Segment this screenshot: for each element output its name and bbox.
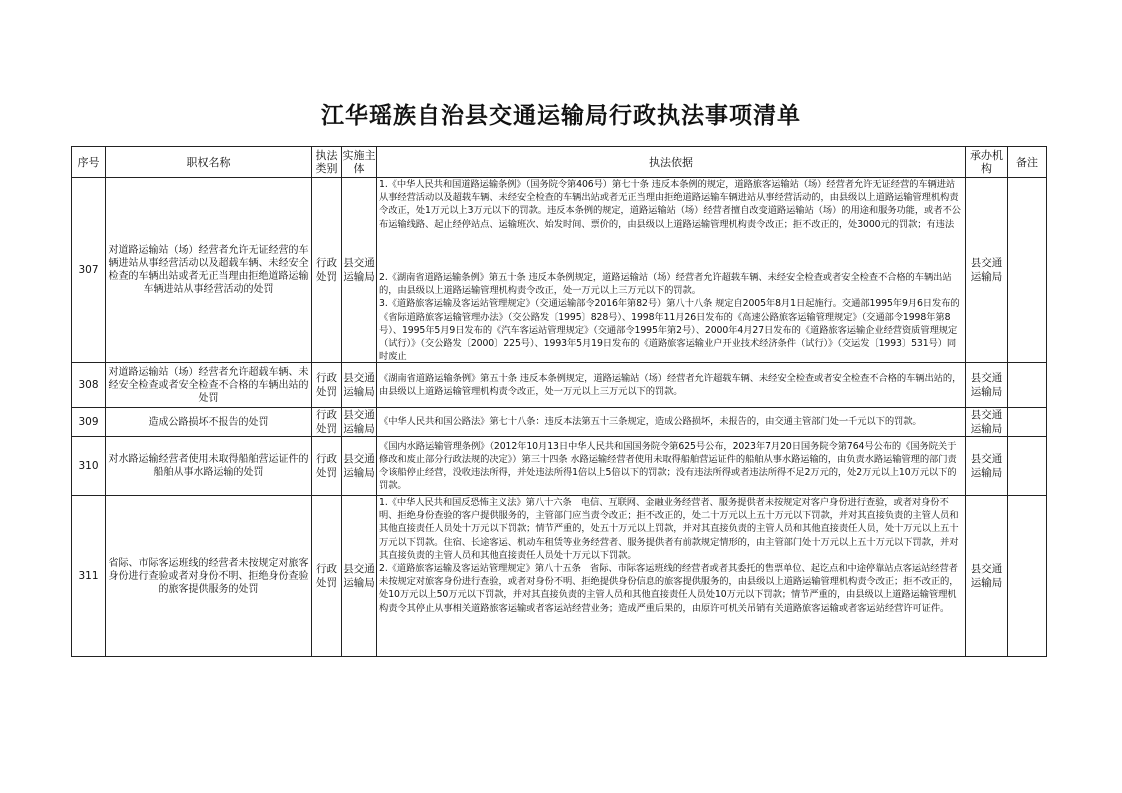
basis-clause: 1.《中华人民共和国道路运输条例》（国务院令第406号）第七十条 违反本条例的规定，道路旅客运输站（场）经营者允许无证经营的车辆进站从事经营活动以及超载车辆、未经安全检查的车辆出站或者无正当理由拒绝道路运输车辆进站从事经营活动的，由县级以上道路运输管理机构责令改正，处1万元以上3万元以下的罚款。违反本条例的规定，道路运输站（场）经营者擅自改变道路运输站（场）的用途和服务功能，或者不公布运输线路、起止经停站点、运输班次、始发时间、票价的，由县级以上道路运输管理机构责令改正；拒不改正的，处3000元的罚款；有违法 [379,179,961,230]
implementing-body: 县交通运输局 [342,363,377,408]
enforcement-type: 行政处罚 [312,496,342,657]
header-body: 实施主体 [342,147,377,178]
authority-name: 对道路运输站（场）经营者允许无证经营的车辆进站从事经营活动以及超载车辆、未经安全检查的车辆出站或者无正当理由拒绝道路运输车辆进站从事经营活动的处罚 [106,178,312,363]
handling-department: 县交通运输局 [966,437,1008,496]
authority-name: 省际、市际客运班线的经营者未按规定对旅客身份进行查验或者对身份不明、拒绝身份查验的旅客提供服务的处罚 [106,496,312,657]
implementing-body: 县交通运输局 [342,496,377,657]
enforcement-type: 行政处罚 [312,363,342,408]
implementing-body: 县交通运输局 [343,409,375,435]
row-number: 307 [72,178,106,363]
remarks [1008,437,1047,496]
page-title: 江华瑶族自治县交通运输局行政执法事项清单 [321,102,801,129]
handling-department: 县交通运输局 [966,496,1008,657]
table-row [72,496,1047,657]
header-name: 职权名称 [106,147,312,178]
table-row [72,437,1047,496]
header-num: 序号 [72,147,106,178]
row-number: 308 [72,363,106,408]
header-row [72,147,1047,178]
legal-basis [377,363,966,408]
basis-clause: 2.《道路旅客运输及客运站管理规定》第八十五条 省际、市际客运班线的经营者或者其委托的售票单位、起讫点和中途停靠站点客运站经营者未按规定对旅客身份进行查验，或者对身份不明、拒绝提供身份信息的旅客提供服务的，由县级以上道路运输管理机构责令改正；拒不改正的，处10万元以上50万元以下罚款，并对其直接负责的主管人员和其他直接责任人员处10万元以下罚款；情节严重的，由县级以上道路运输管理机构责令其停止从事相关道路旅客运输或者客运站经营业务；造成严重后果的，由原许可机关吊销有关道路旅客运输或者客运站经营许可证件。 [379,563,959,614]
legal-basis [377,496,966,657]
enforcement-type: 行政处罚 [312,178,342,363]
basis-clause: 《湖南省道路运输条例》第五十条 违反本条例规定，道路运输站（场）经营者允许超载车辆、未经安全检查或者安全检查不合格的车辆出站的，由县级以上道路运输管理机构责令改正，处一万元以上三万元以下的罚款。 [379,372,962,397]
basis-clause: 2.《湖南省道路运输条例》第五十条 违反本条例规定，道路运输站（场）经营者允许超载车辆、未经安全检查或者安全检查不合格的车辆出站的，由县级以上道路运输管理机构责令改正，处一万元以上三万元以下的罚款。 [379,272,952,297]
remarks [1008,408,1047,437]
header-basis: 执法依据 [377,147,966,178]
handling-department: 县交通运输局 [966,178,1008,363]
header-type: 执法类别 [312,147,342,178]
header-note: 备注 [1008,147,1047,178]
enforcement-type: 行政处罚 [312,437,342,496]
authority-name: 对水路运输经营者使用未取得船舶营运证件的船舶从事水路运输的处罚 [106,437,312,496]
row-number: 309 [72,408,106,437]
remarks [1008,496,1047,657]
table-row [72,178,1047,363]
enforcement-table [71,146,1047,657]
basis-clause: 《中华人民共和国公路法》第七十八条：违反本法第五十三条规定，造成公路损坏，未报告的，由交通主管部门处一千元以下的罚款。 [379,416,922,428]
basis-clause: 《国内水路运输管理条例》（2012年10月13日中华人民共和国国务院令第625号公布，2023年7月20日国务院令第764号公布的《国务院关于修改和废止部分行政法规的决定》）第三十四条 水路运输经营者使用未取得船舶营运证件的船舶从事水路运输的，由负责水路运输管理的部门责令该船停止经营，没收违法所得，并处违法所得1倍以上5倍以下的罚款；没有违法所得或者违法所得不足2万元的，处2万元以上10万元以下的罚款。 [379,440,957,492]
handling-department: 县交通运输局 [966,408,1008,437]
table-row [72,408,1047,437]
remarks [1008,363,1047,408]
row-number: 310 [72,437,106,496]
remarks [1008,178,1047,363]
basis-clause: 1.《中华人民共和国反恐怖主义法》第八十六条 电信、互联网、金融业务经营者、服务提供者未按规定对客户身份进行查验，或者对身份不明、拒绝身份查验的客户提供服务的，主管部门应当责令改正；拒不改正的，处二十万元以上五十万元以下罚款，并对其直接负责的主管人员和其他直接责任人员处十万元以下罚款；情节严重的，处五十万元以上罚款，并对其直接负责的主管人员和其他直接责任人员，处十万元以上五十万元以下罚款。住宿、长途客运、机动车租赁等业务经营者、服务提供者有前款规定情形的，由主管部门处十万元以上五十万元以下罚款，并对其直接负责的主管人员和其他直接责任人员处十万元以下罚款。 [379,497,959,561]
implementing-body: 县交通运输局 [342,178,377,363]
legal-basis [377,408,966,437]
authority-name: 造成公路损坏不报告的处罚 [106,408,312,437]
handling-department: 县交通运输局 [966,363,1008,408]
enforcement-type: 行政处罚 [312,408,342,437]
authority-name: 对道路运输站（场）经营者允许超载车辆、未经安全检查或者安全检查不合格的车辆出站的处罚 [106,363,312,408]
legal-basis [377,437,966,496]
implementing-body: 县交通运输局 [342,437,377,496]
legal-basis [377,178,966,363]
header-dept: 承办机构 [966,147,1008,178]
row-number: 311 [72,496,106,657]
basis-clause: 3.《道路旅客运输及客运站管理规定》（交通运输部令2016年第82号）第八十八条 规定自2005年8月1日起施行。交通部1995年9月6日发布的《省际道路旅客运输管理办法》（交公路发〔1995〕828号）、1998年11月26日发布的《高速公路旅客运输管理规定》（交通部令1998年第8号）、1995年5月9日发布的《汽车客运站管理规定》（交通部令1995年第2号）、2000年4月27日发布的《道路旅客运输企业经营资质管理规定（试行）》（交公路发〔2000〕225号）、1993年5月19日发布的《道路旅客运输业户开业技术经济条件（试行）》（交运发〔1993〕531号）同时废止 [379,298,960,362]
table-row [72,363,1047,408]
